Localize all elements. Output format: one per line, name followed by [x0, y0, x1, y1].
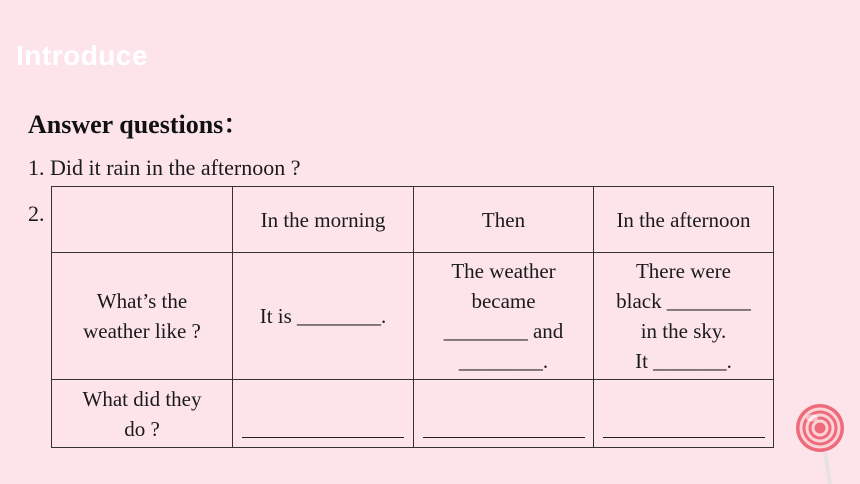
cell-line: It _______. [635, 349, 732, 373]
row-label-line: weather like ? [83, 319, 201, 343]
cell-line: ________ and [443, 319, 564, 343]
answer-blank-morning [233, 380, 414, 448]
cell-afternoon-weather [594, 253, 774, 380]
header-cell-empty [52, 187, 233, 253]
row-label-weather [52, 253, 233, 380]
weather-table [51, 186, 774, 448]
answer-questions-heading: Answer questions： [28, 110, 250, 139]
cell-line: There were [635, 259, 731, 283]
blank-line [603, 436, 765, 438]
answer-blank-afternoon [594, 380, 774, 448]
row-label-line: What did they [82, 386, 202, 411]
header-cell-morning: In the morning [233, 187, 414, 253]
cell-line: became [471, 289, 536, 313]
header-cell-then: Then [414, 187, 594, 253]
cell-line: black ________ [616, 289, 751, 313]
section-title: Introduce [16, 40, 149, 71]
table-row-weather [52, 253, 774, 380]
cell-line: The weather [451, 259, 556, 283]
cell-line: ________. [458, 349, 549, 373]
question-2-label: 2. [28, 201, 45, 226]
answer-blank-then [414, 380, 594, 448]
cell-then-weather [414, 253, 594, 380]
cell-line: in the sky. [640, 319, 727, 343]
lollipop-icon [792, 402, 852, 484]
cell-morning-weather [233, 253, 414, 380]
blank-line [423, 436, 585, 438]
row-label-activity [52, 380, 233, 448]
row-label-line: What’s the [96, 289, 188, 313]
header-cell-afternoon: In the afternoon [594, 187, 774, 253]
blank-line [242, 436, 404, 438]
question-1: 1. Did it rain in the afternoon ? [28, 155, 301, 180]
row-label-line: do ? [124, 416, 160, 441]
fill-in-text: It is ________. [259, 304, 387, 328]
table-header-row [52, 187, 774, 253]
table-row-activity [52, 380, 774, 448]
